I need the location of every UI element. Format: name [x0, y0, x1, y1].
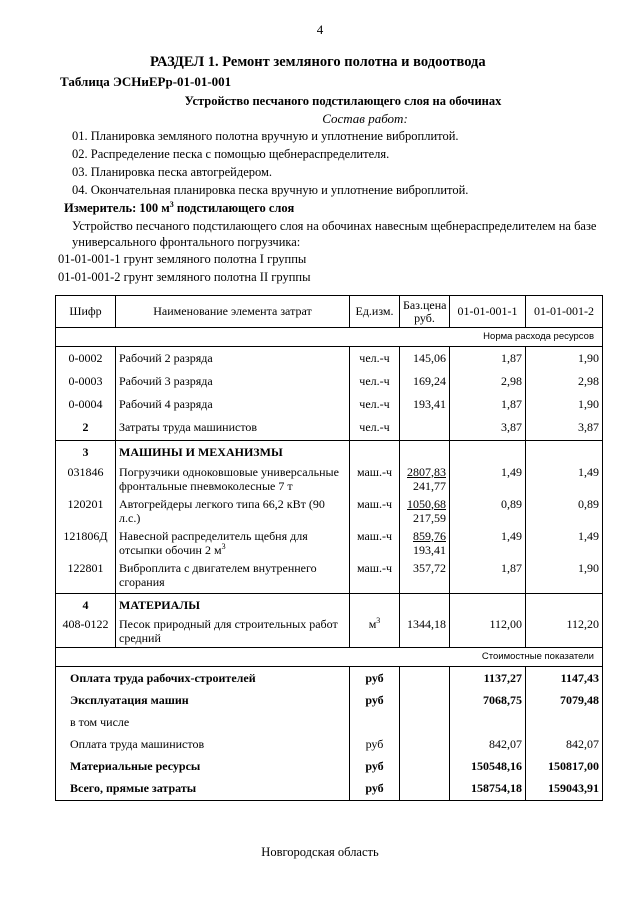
cost-unit: руб — [350, 733, 400, 755]
cell-price — [400, 416, 450, 441]
cell-unit: маш.-ч — [350, 525, 400, 557]
resource-note-row — [56, 328, 603, 347]
cell-price: 193,41 — [400, 393, 450, 416]
table-title: Устройство песчаного подстилающего слоя на обочинах — [184, 94, 502, 108]
cell-name: Рабочий 4 разряда — [116, 393, 350, 416]
cost-v1: 150548,16 — [450, 755, 526, 777]
cell-price: 145,06 — [400, 347, 450, 370]
cell-unit: чел.-ч — [350, 393, 400, 416]
cell-code: 0-0003 — [56, 370, 116, 393]
cost-v1 — [450, 711, 526, 733]
resource-table — [55, 295, 603, 801]
empty-cell — [350, 441, 400, 461]
cell-name: Песок природный для строительных работ средний — [116, 613, 350, 648]
table-row — [56, 461, 603, 493]
cost-v2: 150817,00 — [526, 755, 603, 777]
cell-name: Затраты труда машинистов — [116, 416, 350, 441]
variant-item: 01-01-001-1 грунт земляного полотна I группы — [58, 252, 307, 266]
work-item: 04. Окончательная планировка песка вручную и уплотнение виброплитой. — [72, 183, 469, 197]
cell-unit: $м^3$ — [350, 613, 400, 648]
empty-cell — [400, 733, 450, 755]
cost-note-row — [56, 648, 603, 667]
cost-name: Эксплуатация машин — [56, 689, 350, 711]
cell-v1: 2,98 — [450, 370, 526, 393]
empty-cell — [400, 711, 450, 733]
table-row — [56, 557, 603, 594]
cell-code: 122801 — [56, 557, 116, 594]
cell-unit: чел.-ч — [350, 347, 400, 370]
cell-price: 169,24 — [400, 370, 450, 393]
cell-name: Погрузчики одноковшовые универсальные фронтальные пневмоколесные 7 т — [116, 461, 350, 493]
table-row — [56, 347, 603, 370]
cost-v2 — [526, 711, 603, 733]
header-col1: 01-01-001-1 — [450, 296, 526, 328]
footer-region: Новгородская область — [261, 845, 379, 859]
cell-v2: 1,49 — [526, 525, 603, 557]
cell-code: 408-0122 — [56, 613, 116, 648]
cost-unit: руб — [350, 777, 400, 801]
cost-unit: руб — [350, 667, 400, 689]
cost-v2: 1147,43 — [526, 667, 603, 689]
table-row — [56, 393, 603, 416]
cost-name: Оплата труда машинистов — [56, 733, 350, 755]
cell-price: 859,76 193,41 — [400, 525, 450, 557]
work-item: 03. Планировка песка автогрейдером. — [72, 165, 273, 179]
section-code: 4 — [56, 593, 116, 613]
cell-v2: 3,87 — [526, 416, 603, 441]
cell-price: 2807,83 241,77 — [400, 461, 450, 493]
section-title: РАЗДЕЛ 1. Ремонт земляного полотна и водоотвода — [150, 54, 486, 70]
cost-row — [56, 689, 603, 711]
cell-v2: 1,90 — [526, 347, 603, 370]
empty-cell — [350, 593, 400, 613]
cost-row — [56, 733, 603, 755]
cost-name: в том числе — [56, 711, 350, 733]
cell-unit: маш.-ч — [350, 461, 400, 493]
section-code: 3 — [56, 441, 116, 461]
cell-v1: 1,87 — [450, 393, 526, 416]
table-row — [56, 370, 603, 393]
cell-unit: маш.-ч — [350, 557, 400, 594]
cell-v1: 3,87 — [450, 416, 526, 441]
section-name: МАТЕРИАЛЫ — [116, 593, 350, 613]
section-row — [56, 441, 603, 461]
cell-name: Виброплита с двигателем внутреннего сгорания — [116, 557, 350, 594]
cell-name: Рабочий 3 разряда — [116, 370, 350, 393]
variant-item: 01-01-001-2 грунт земляного полотна II группы — [58, 270, 311, 284]
cell-v1: 112,00 — [450, 613, 526, 648]
cell-name: Автогрейдеры легкого типа 66,2 кВт (90 л.с.) — [116, 493, 350, 525]
cell-code: 031846 — [56, 461, 116, 493]
table-header-row — [56, 296, 603, 328]
cost-v1: 1137,27 — [450, 667, 526, 689]
cell-code: 120201 — [56, 493, 116, 525]
cost-v1: 842,07 — [450, 733, 526, 755]
cell-v2: 1,49 — [526, 461, 603, 493]
header-unit: Ед.изм. — [350, 296, 400, 328]
cell-code: 2 — [56, 416, 116, 441]
empty-cell — [526, 441, 603, 461]
empty-cell — [450, 441, 526, 461]
header-col2: 01-01-001-2 — [526, 296, 603, 328]
cell-code: 0-0004 — [56, 393, 116, 416]
cost-unit: руб — [350, 755, 400, 777]
cell-v2: 0,89 — [526, 493, 603, 525]
description: Устройство песчаного подстилающего слоя на обочинах навесным щебнераспределителем на базе универсального фронтального погрузчика: — [72, 219, 597, 249]
empty-cell — [400, 755, 450, 777]
cell-v1: 1,49 — [450, 525, 526, 557]
cost-v2: 7079,48 — [526, 689, 603, 711]
cell-v1: 1,87 — [450, 347, 526, 370]
cost-row — [56, 667, 603, 689]
table-row — [56, 613, 603, 648]
empty-cell — [400, 689, 450, 711]
cell-unit: чел.-ч — [350, 370, 400, 393]
cell-unit: маш.-ч — [350, 493, 400, 525]
cell-v2: 1,90 — [526, 557, 603, 594]
work-item: 01. Планировка земляного полотна вручную и уплотнение виброплитой. — [72, 129, 459, 143]
section-name: МАШИНЫ И МЕХАНИЗМЫ — [116, 441, 350, 461]
cell-v1: 0,89 — [450, 493, 526, 525]
cell-code: 0-0002 — [56, 347, 116, 370]
empty-cell — [400, 777, 450, 801]
resource-note: Норма расхода ресурсов — [56, 328, 603, 347]
table-row — [56, 525, 603, 557]
table-code: Таблица ЭСНиЕРр-01-01-001 — [60, 74, 232, 89]
cell-v2: 2,98 — [526, 370, 603, 393]
cost-v2: 159043,91 — [526, 777, 603, 801]
cell-price: 1050,68 217,59 — [400, 493, 450, 525]
cost-name: Материальные ресурсы — [56, 755, 350, 777]
cost-unit: руб — [350, 689, 400, 711]
cell-price: 357,72 — [400, 557, 450, 594]
cell-v1: 1,49 — [450, 461, 526, 493]
table-row — [56, 416, 603, 441]
cell-price: 1344,18 — [400, 613, 450, 648]
works-heading: Состав работ: — [322, 111, 408, 126]
cost-note: Стоимостные показатели — [56, 648, 603, 667]
section-row — [56, 593, 603, 613]
header-price: Баз.цена руб. — [400, 296, 450, 328]
cell-v2: 1,90 — [526, 393, 603, 416]
empty-cell — [526, 593, 603, 613]
empty-cell — [400, 593, 450, 613]
empty-cell — [400, 667, 450, 689]
measure-unit: Измеритель: 100 $м^3$ подстилающего слоя — [64, 199, 295, 215]
work-item: 02. Распределение песка с помощью щебнераспределителя. — [72, 147, 390, 161]
header-code: Шифр — [56, 296, 116, 328]
cell-code: 121806Д — [56, 525, 116, 557]
header-name: Наименование элемента затрат — [116, 296, 350, 328]
table-row — [56, 493, 603, 525]
cell-v2: 112,20 — [526, 613, 603, 648]
cost-row — [56, 777, 603, 801]
cell-name: Рабочий 2 разряда — [116, 347, 350, 370]
cost-row — [56, 711, 603, 733]
cost-row — [56, 755, 603, 777]
cost-name: Оплата труда рабочих-строителей — [56, 667, 350, 689]
cell-v1: 1,87 — [450, 557, 526, 594]
cost-unit — [350, 711, 400, 733]
page-number: 4 — [316, 22, 324, 37]
cell-name: Навесной распределитель щебня для отсыпки обочин 2 $м^3$ — [116, 525, 350, 557]
cell-unit: чел.-ч — [350, 416, 400, 441]
empty-cell — [450, 593, 526, 613]
cost-v2: 842,07 — [526, 733, 603, 755]
cost-name: Всего, прямые затраты — [56, 777, 350, 801]
cost-v1: 7068,75 — [450, 689, 526, 711]
cost-v1: 158754,18 — [450, 777, 526, 801]
empty-cell — [400, 441, 450, 461]
